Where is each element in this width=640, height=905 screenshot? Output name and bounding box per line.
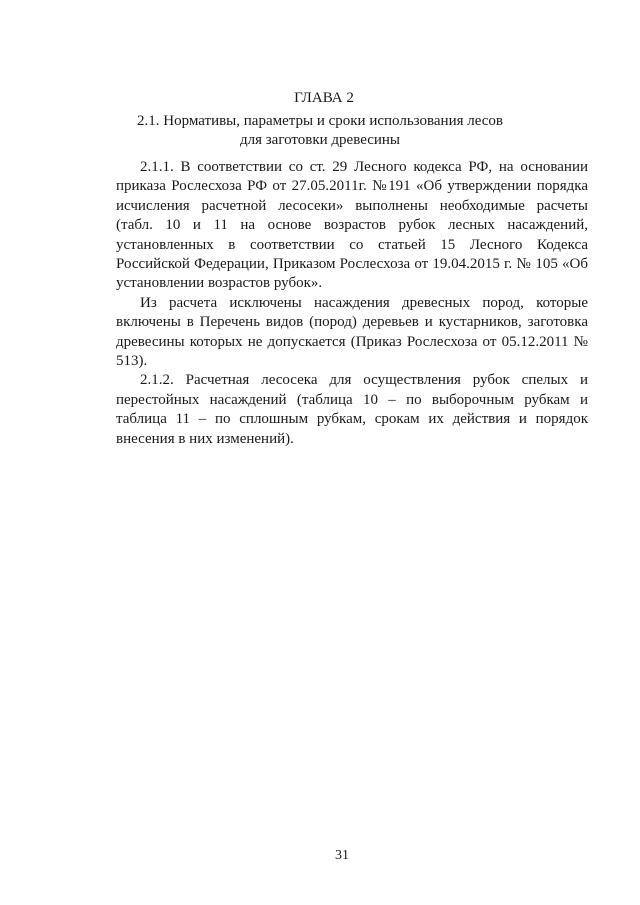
paragraph-2-1-2: 2.1.2. Расчетная лесосека для осуществления рубок спелых и перестойных насаждений (таблица 10 – по выборочным рубкам и таблица 11 – по сплошным рубкам, срокам их действия и порядок внесения в них изменений). — [116, 372, 588, 447]
chapter-heading: ГЛАВА 2 — [294, 90, 354, 106]
paragraph-2-1-1: 2.1.1. В соответствии со ст. 29 Лесного кодекса РФ, на основании приказа Рослесхоза РФ от 27.05.2011г. №191 «Об утверждении порядка исчисления расчетной лесосеки» выполнены необходимые расчеты (табл. 10 и 11 на основе возрастов рубок лесных насаждений, установленных в соответствии со статьей 15 Лесного Кодекса Российской Федерации, Приказом Рослесхоза от 19.04.2015 г. № 105 «Об установлении возрастов рубок». — [116, 159, 588, 292]
section-title-line-2: для заготовки древесины — [239, 132, 401, 148]
section-title — [0, 112, 640, 150]
page-number: 31 — [335, 848, 349, 863]
section-title-line-1: 2.1. Нормативы, параметры и сроки использования лесов — [137, 113, 503, 129]
body-text — [116, 158, 588, 449]
paragraph-exclusions: Из расчета исключены насаждения древесных пород, которые включены в Перечень видов (пород) деревьев и кустарников, заготовка древесины которых не допускается (Приказ Рослесхоза от 05.12.2011 № 513). — [116, 294, 588, 370]
